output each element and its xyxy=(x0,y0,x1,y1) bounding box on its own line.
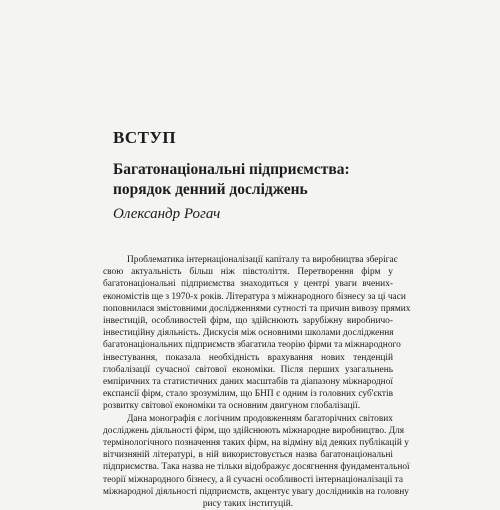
text-line: інвестування, показала необхідність врахування нових тенденцій xyxy=(103,352,393,363)
text-line: свою актуальність більш ніж півстоліття. Перетворення фірм у xyxy=(103,267,393,278)
text-line: економістів ще з 1970-х років. Література з міжнародного бізнесу за ці часи xyxy=(103,291,406,302)
article-title-line: Багатонаціональні підприємства: xyxy=(113,161,350,178)
paragraph-2 xyxy=(103,413,410,510)
text-line: термінологічного позначення таких фірм, на відміну від деяких публікацій у xyxy=(103,438,409,449)
text-line: інвестиційну діяльність. Дискусія між основними школами дослідження xyxy=(103,328,394,339)
text-line: міжнародної діяльності підприємств, акцентує увагу дослідників на головну xyxy=(103,486,409,497)
text-line: розвитку світової економіки та основним двигуном глобалізації. xyxy=(103,401,361,412)
article-title-line: порядок денний досліджень xyxy=(113,181,308,198)
text-line: експансії фірм, стало зрозумілим, що БНП є одним із головних суб'єктів xyxy=(103,389,393,400)
text-line: Дана монографія є логічним продовженням багаторічних світових xyxy=(127,413,393,424)
author-name: Олександр Рогач xyxy=(113,206,221,222)
article-title xyxy=(113,160,413,200)
text-line: Проблематика інтернаціоналізації капіталу та виробництва зберігає xyxy=(127,255,398,265)
text-line: досліджень діяльності фірм, що здійснюють міжнародне виробництво. Для xyxy=(103,425,405,436)
text-line: рису таких інституцій. xyxy=(202,499,294,510)
text-line: теорії міжнародного бізнесу, а й сучасні особливості інтернаціоналізації та xyxy=(103,474,404,485)
text-line: глобалізації сучасної світової економіки. Після перших узагальнень xyxy=(103,364,393,375)
section-heading: ВСТУП xyxy=(113,128,177,147)
text-line: емпіричних та статистичних даних масштабів та діапазону міжнародної xyxy=(103,377,393,388)
text-line: багатонаціональні підприємства знаходиться у центрі уваги вчених- xyxy=(103,279,393,290)
text-line: вітчизняній літературі, в ній використовується назва багатонаціональні xyxy=(103,450,393,461)
text-line: інвестицій, особливостей фірм, що здійснюють зарубіжну виробничо- xyxy=(103,316,393,327)
text-line: поповнилася змістовними дослідженнями сутності та причин вивозу прямих xyxy=(103,303,411,314)
paragraph-1 xyxy=(103,254,411,413)
body-text xyxy=(103,254,411,510)
text-line: багатонаціональних підприємств збагатила теорію фірми та міжнародного xyxy=(103,340,401,351)
text-line: підприємства. Така назва не тільки відображує досягнення фундаментальної xyxy=(103,462,410,473)
